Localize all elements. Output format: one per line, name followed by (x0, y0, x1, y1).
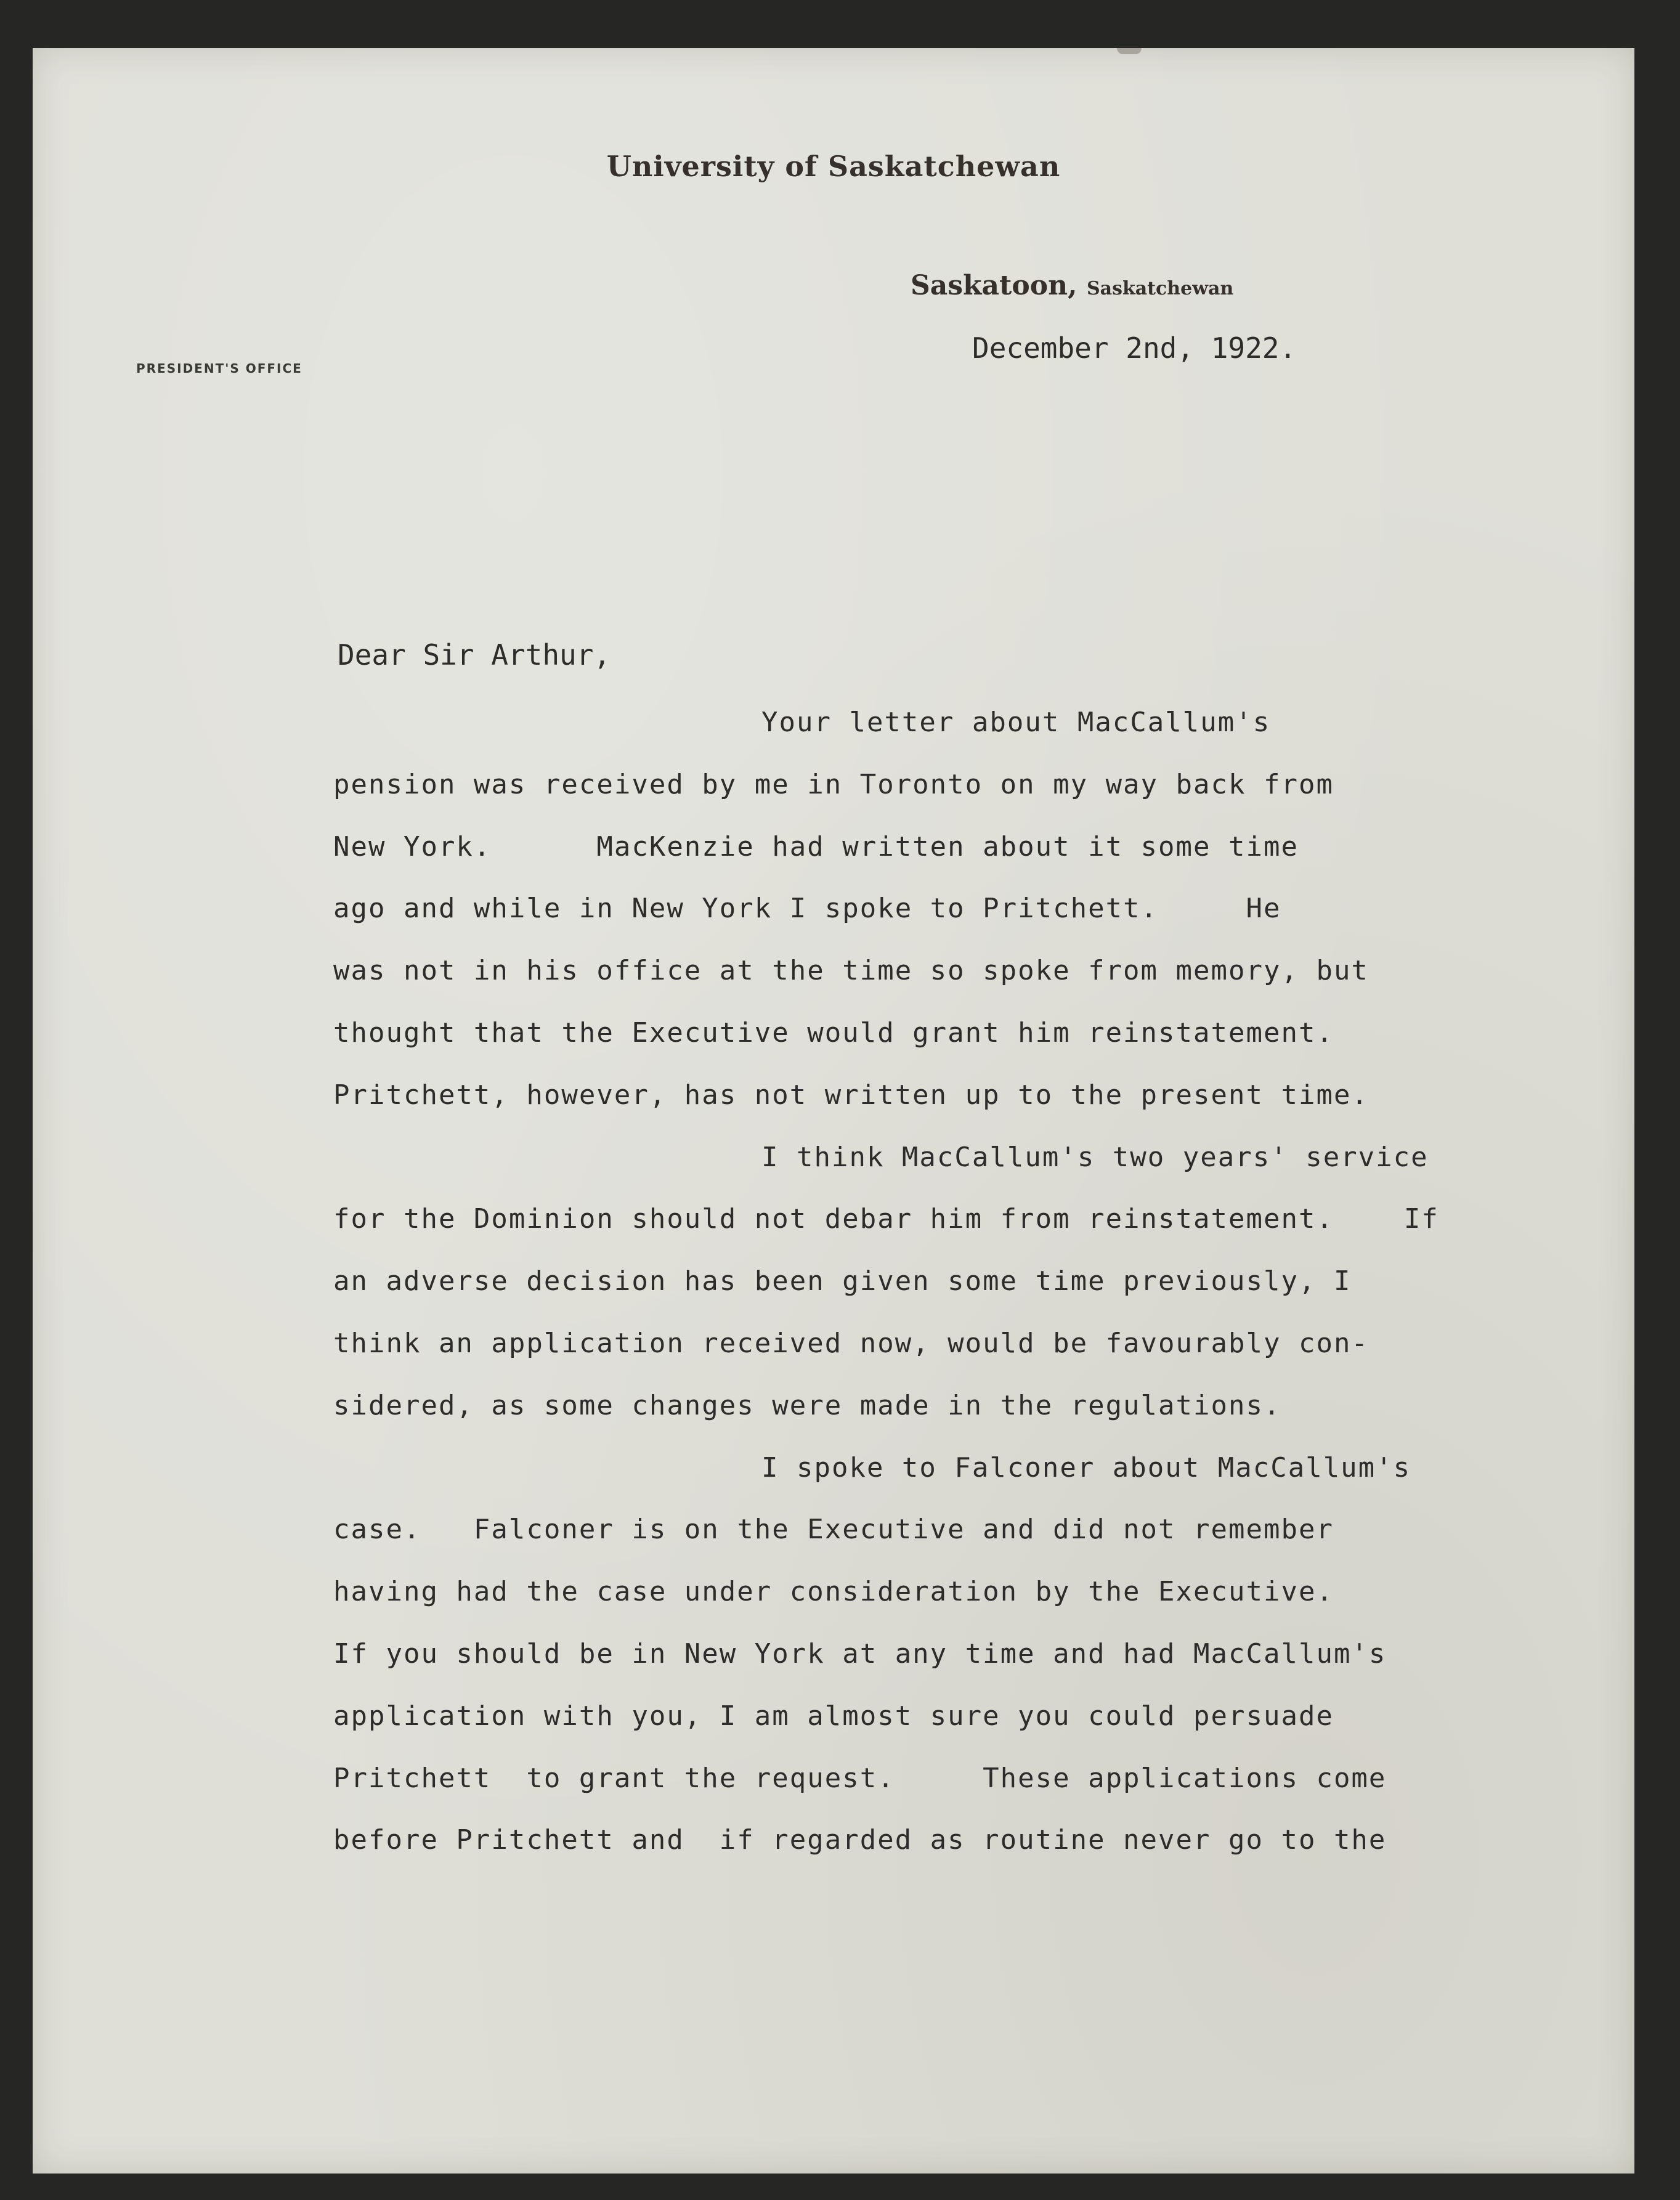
body-line: was not in his office at the time so spoke from memory, but (333, 955, 1369, 987)
body-line: think an application received now, would be favourably con- (333, 1327, 1369, 1359)
letterhead-university: University of Saskatchewan (606, 150, 1061, 183)
letter-date: December 2nd, 1922. (972, 331, 1297, 365)
body-line: Your letter about MacCallum's (761, 707, 1271, 738)
body-line: I spoke to Falconer about MacCallum's (761, 1451, 1411, 1484)
body-line: pension was received by me in Toronto on my way back from (333, 768, 1334, 800)
body-line: before Pritchett and if regarded as routine never go to the (333, 1824, 1387, 1856)
body-line: Pritchett to grant the request. These applications come (333, 1762, 1387, 1794)
body-line: I think MacCallum's two years' service (761, 1141, 1429, 1173)
body-line: for the Dominion should not debar him from reinstatement. If (333, 1203, 1439, 1235)
body-line: thought that the Executive would grant him reinstatement. (333, 1017, 1334, 1049)
body-line: case. Falconer is on the Executive and did not remember (333, 1514, 1334, 1546)
body-line: having had the case under consideration by the Executive. (333, 1576, 1334, 1608)
salutation: Dear Sir Arthur, (338, 638, 611, 672)
office-label: PRESIDENT'S OFFICE (136, 361, 302, 376)
body-line: Pritchett, however, has not written up to the present time. (333, 1079, 1369, 1111)
body-line: an adverse decision has been given some time previously, I (333, 1265, 1352, 1297)
body-line: application with you, I am almost sure you could persuade (333, 1700, 1334, 1732)
letterhead-location (911, 270, 1233, 301)
letter-page (33, 48, 1634, 2174)
letter-body (333, 692, 1565, 1872)
body-line: ago and while in New York I spoke to Pritchett. He (333, 893, 1281, 925)
letterhead-province: Saskatchewan (1086, 278, 1234, 299)
letterhead-city: Saskatoon, (911, 270, 1077, 301)
paper-fold-mark (1117, 48, 1142, 54)
body-line: New York. MacKenzie had written about it some time (333, 830, 1299, 863)
body-line: sidered, as some changes were made in the regulations. (333, 1389, 1281, 1421)
body-line: If you should be in New York at any time and had MacCallum's (333, 1638, 1387, 1670)
